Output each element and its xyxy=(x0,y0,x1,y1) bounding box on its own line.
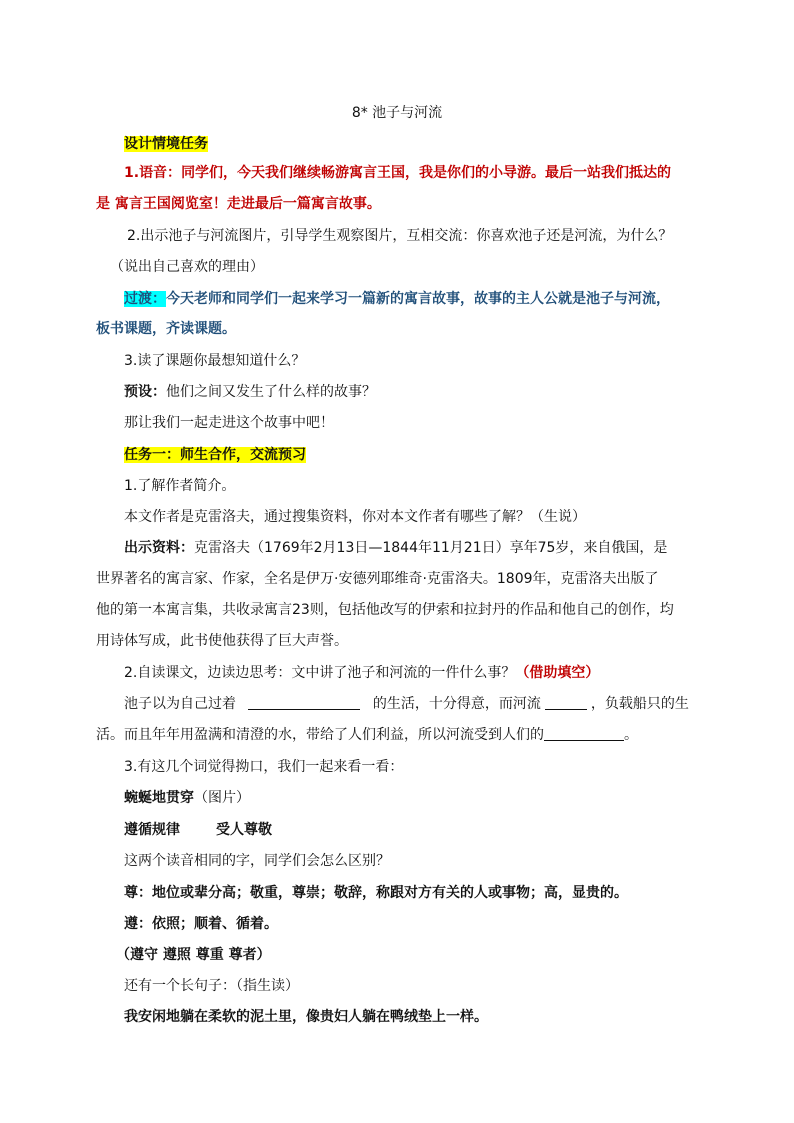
preset-text: 他们之间又发生了什么样的故事？ xyxy=(166,384,376,400)
transition-line-1 xyxy=(124,289,670,309)
fill-blank-1[interactable] xyxy=(248,695,360,710)
word-1-bold: 蜿蜒地贯穿 xyxy=(124,790,194,806)
preset-line xyxy=(124,382,376,402)
word-2b: 受人尊敬 xyxy=(216,822,272,838)
task-1-item-2-text: 2.自读课文，边读边思考：文中讲了池子和河流的一件什么事？ xyxy=(124,665,516,681)
transition-text-a: 今天老师和同学们一起来学习一篇新的寓言故事，故事的主人公就是池子与河流， xyxy=(166,291,670,307)
task-1-question: 本文作者是克雷洛夫，通过搜集资料，你对本文作者有哪些了解？（生说） xyxy=(124,509,586,525)
resource-text-a: 克雷洛夫（1769年2月13日—1844年11月21日）享年75岁，来自俄国，是 xyxy=(194,540,668,556)
para-1-label: 语音： xyxy=(139,165,182,181)
fill-line-2 xyxy=(96,725,638,745)
para-1-text-a: 同学们，今天我们继续畅游寓言王国，我是你们的小导游。最后一站我们抵达的 xyxy=(181,165,672,181)
go-story-line: 那让我们一起走进这个故事中吧！ xyxy=(124,415,334,431)
fill-blank-2[interactable] xyxy=(545,695,587,710)
word-line-2 xyxy=(124,820,272,840)
resource-line-4: 用诗体写成，此书使他获得了巨大声誉。 xyxy=(96,633,348,649)
fill-hint: （借助填空） xyxy=(515,665,600,681)
fill-text-2a: 活。而且年年用盈满和清澄的水，带给了人们利益，所以河流受到人们的 xyxy=(96,727,544,743)
task-1-item-3: 3.有这几个词觉得拗口，我们一起来看一看： xyxy=(124,759,404,775)
design-heading-text: 设计情境任务 xyxy=(124,136,208,152)
preset-label: 预设： xyxy=(124,384,166,400)
word-2a: 遵循规律 xyxy=(124,822,180,838)
task-1-heading xyxy=(124,445,306,465)
resource-line-1 xyxy=(124,538,667,558)
task-1-heading-text: 任务一：师生合作，交流预习 xyxy=(124,447,306,463)
fill-text-1b: 的生活，十分得意，而河流 xyxy=(372,696,541,712)
task-1-item-2 xyxy=(124,663,599,683)
resource-line-3: 他的第一本寓言集，共收录寓言23则，包括他改写的伊索和拉封丹的作品和他自己的创作，均 xyxy=(96,602,674,618)
para-2-line-1: 2.出示池子与河流图片，引导学生观察图片，互相交流：你喜欢池子还是河流，为什么？ xyxy=(127,228,673,244)
para-1-line-2: 是 寓言王国阅览室！走进最后一篇寓言故事。 xyxy=(96,196,381,212)
section-heading-design xyxy=(124,134,208,154)
long-sentence: 我安闲地躺在柔软的泥土里，像贵妇人躺在鸭绒垫上一样。 xyxy=(124,1009,488,1025)
lesson-title: 8* 池子与河流 xyxy=(351,105,443,121)
para-1-line-1 xyxy=(124,163,671,183)
transition-label: 过渡： xyxy=(124,291,166,307)
long-sentence-prompt: 还有一个长句子：（指生读） xyxy=(124,978,299,994)
fill-text-2b: 。 xyxy=(624,727,638,743)
para-1-number: 1. xyxy=(124,165,140,181)
word-1-rest: （图片） xyxy=(194,790,250,806)
fill-text-1a: 池子以为自己过着 xyxy=(124,696,236,712)
para-3: 3.读了课题你最想知道什么？ xyxy=(124,353,306,369)
compound-words: （遵守 遵照 尊重 尊者） xyxy=(116,947,271,963)
fill-text-1c: ，负载船只的生 xyxy=(590,696,689,712)
distinguish-question: 这两个读音相同的字，同学们会怎么区别？ xyxy=(124,853,390,869)
para-2-line-2: （说出自己喜欢的理由） xyxy=(110,259,264,275)
resource-label: 出示资料： xyxy=(124,540,194,556)
zun-definition: 尊：地位或辈分高；敬重，尊崇；敬辞，称跟对方有关的人或事物；高，显贵的。 xyxy=(124,885,628,901)
zun2-definition: 遵：依照；顺着、循着。 xyxy=(124,916,278,932)
task-1-item-1: 1.了解作者简介。 xyxy=(124,478,236,494)
word-line-1 xyxy=(124,788,250,808)
fill-line-1 xyxy=(124,694,689,714)
fill-blank-3[interactable] xyxy=(544,726,624,741)
transition-line-2: 板书课题，齐读课题。 xyxy=(96,321,236,337)
resource-line-2: 世界著名的寓言家、作家，全名是伊万·安德列耶维奇·克雷洛夫。1809年，克雷洛夫出版了 xyxy=(96,571,659,587)
